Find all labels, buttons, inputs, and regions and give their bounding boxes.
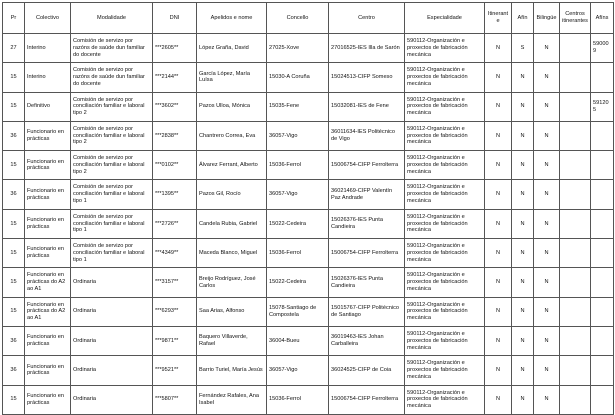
cell-bilingue: N bbox=[534, 326, 560, 355]
cell-concello: 15036-Ferrol bbox=[267, 385, 329, 414]
cell-concello: 36004-Bueu bbox=[267, 326, 329, 355]
cell-especialidade: 590112-Organización e proxectos de fabricación mecánica bbox=[405, 121, 485, 150]
cell-afin: N bbox=[512, 209, 534, 238]
column-header-centro: Centro bbox=[329, 3, 405, 34]
cell-itinerante: N bbox=[485, 209, 512, 238]
cell-especialidade: 590112-Organización e proxectos de fabricación mecánica bbox=[405, 63, 485, 92]
cell-dni: ***6293** bbox=[153, 297, 197, 326]
cell-concello: 15036-Ferrol bbox=[267, 151, 329, 180]
cell-afin: N bbox=[512, 63, 534, 92]
cell-concello: 15036-Ferrol bbox=[267, 239, 329, 268]
cell-afins bbox=[591, 63, 614, 92]
cell-colectivo: Funcionario en prácticas bbox=[25, 326, 71, 355]
cell-afins bbox=[591, 356, 614, 385]
cell-afins bbox=[591, 121, 614, 150]
table-row bbox=[3, 239, 614, 268]
cell-colectivo: Funcionario en prácticas bbox=[25, 356, 71, 385]
cell-apelidos-e-nome: Álvarez Ferrant, Alberto bbox=[197, 151, 267, 180]
cell-afin: N bbox=[512, 268, 534, 297]
cell-apelidos-e-nome: Chantrero Correa, Eva bbox=[197, 121, 267, 150]
table-row bbox=[3, 151, 614, 180]
cell-bilingue: N bbox=[534, 121, 560, 150]
cell-modalidade: Ordinaria bbox=[71, 356, 153, 385]
cell-dni: ***2726** bbox=[153, 209, 197, 238]
cell-colectivo: Funcionario en prácticas bbox=[25, 180, 71, 209]
cell-especialidade: 590112-Organización e proxectos de fabricación mecánica bbox=[405, 34, 485, 63]
cell-modalidade: Ordinaria bbox=[71, 385, 153, 414]
table-row bbox=[3, 34, 614, 63]
cell-especialidade: 590112-Organización e proxectos de fabricación mecánica bbox=[405, 180, 485, 209]
cell-dni: ***1395** bbox=[153, 180, 197, 209]
table-row bbox=[3, 326, 614, 355]
column-header-modalidade: Modalidade bbox=[71, 3, 153, 34]
cell-centros-itinerantes bbox=[560, 239, 591, 268]
cell-concello: 36057-Vigo bbox=[267, 356, 329, 385]
cell-bilingue: N bbox=[534, 385, 560, 414]
cell-centros-itinerantes bbox=[560, 180, 591, 209]
assignments-table bbox=[2, 2, 614, 415]
cell-bilingue: N bbox=[534, 239, 560, 268]
column-header-pr: Pr bbox=[3, 3, 25, 34]
cell-itinerante: N bbox=[485, 326, 512, 355]
cell-especialidade: 590112-Organización e proxectos de fabricación mecánica bbox=[405, 92, 485, 121]
cell-concello: 27025-Xove bbox=[267, 34, 329, 63]
cell-pr: 15 bbox=[3, 209, 25, 238]
cell-pr: 15 bbox=[3, 385, 25, 414]
cell-afins bbox=[591, 297, 614, 326]
cell-dni: ***4349** bbox=[153, 239, 197, 268]
cell-afin: N bbox=[512, 356, 534, 385]
cell-centros-itinerantes bbox=[560, 326, 591, 355]
cell-centros-itinerantes bbox=[560, 151, 591, 180]
cell-centros-itinerantes bbox=[560, 268, 591, 297]
cell-itinerante: N bbox=[485, 239, 512, 268]
cell-afin: N bbox=[512, 297, 534, 326]
cell-especialidade: 590112-Organización e proxectos de fabricación mecánica bbox=[405, 239, 485, 268]
cell-afin: N bbox=[512, 121, 534, 150]
cell-colectivo: Funcionario en prácticas bbox=[25, 151, 71, 180]
column-header-bilingue: Bilingüe bbox=[534, 3, 560, 34]
cell-centro: 15024513-CIFP Someso bbox=[329, 63, 405, 92]
cell-concello: 36057-Vigo bbox=[267, 121, 329, 150]
cell-dni: ***2838** bbox=[153, 121, 197, 150]
column-header-especialidade: Especialidade bbox=[405, 3, 485, 34]
cell-dni: ***9521** bbox=[153, 356, 197, 385]
cell-modalidade: Comisión de servizo por conciliación familiar e laboral tipo 2 bbox=[71, 121, 153, 150]
table-row bbox=[3, 63, 614, 92]
column-header-concello: Concello bbox=[267, 3, 329, 34]
cell-afin: S bbox=[512, 34, 534, 63]
cell-pr: 36 bbox=[3, 180, 25, 209]
table-header bbox=[3, 3, 614, 34]
assignments-sheet bbox=[2, 2, 614, 415]
cell-apelidos-e-nome: Maceda Blanco, Miguel bbox=[197, 239, 267, 268]
cell-concello: 15078-Santiago de Compostela bbox=[267, 297, 329, 326]
column-header-afin: Afín bbox=[512, 3, 534, 34]
cell-modalidade: Comisión de servizo por conciliación familiar e laboral tipo 1 bbox=[71, 239, 153, 268]
cell-afin: N bbox=[512, 326, 534, 355]
cell-especialidade: 590112-Organización e proxectos de fabricación mecánica bbox=[405, 385, 485, 414]
cell-afins bbox=[591, 180, 614, 209]
cell-centros-itinerantes bbox=[560, 34, 591, 63]
cell-apelidos-e-nome: Breijo Rodríguez, José Carlos bbox=[197, 268, 267, 297]
cell-concello: 36057-Vigo bbox=[267, 180, 329, 209]
cell-dni: ***3157** bbox=[153, 268, 197, 297]
cell-centros-itinerantes bbox=[560, 209, 591, 238]
cell-pr: 15 bbox=[3, 268, 25, 297]
cell-itinerante: N bbox=[485, 268, 512, 297]
cell-concello: 15022-Cedeira bbox=[267, 268, 329, 297]
cell-apelidos-e-nome: Candela Rubia, Gabriel bbox=[197, 209, 267, 238]
cell-centros-itinerantes bbox=[560, 63, 591, 92]
cell-itinerante: N bbox=[485, 63, 512, 92]
cell-bilingue: N bbox=[534, 209, 560, 238]
table-row bbox=[3, 297, 614, 326]
column-header-itinerante: Itinerante bbox=[485, 3, 512, 34]
cell-colectivo: Definitivo bbox=[25, 92, 71, 121]
cell-pr: 15 bbox=[3, 151, 25, 180]
cell-bilingue: N bbox=[534, 63, 560, 92]
cell-dni: ***0102** bbox=[153, 151, 197, 180]
cell-itinerante: N bbox=[485, 92, 512, 121]
cell-centro: 36019463-IES Johan Carballeira bbox=[329, 326, 405, 355]
cell-afins bbox=[591, 209, 614, 238]
cell-centros-itinerantes bbox=[560, 297, 591, 326]
cell-especialidade: 590112-Organización e proxectos de fabricación mecánica bbox=[405, 151, 485, 180]
cell-modalidade: Comisión de servizo por conciliación familiar e laboral tipo 1 bbox=[71, 180, 153, 209]
cell-apelidos-e-nome: Pazos Gil, Rocío bbox=[197, 180, 267, 209]
cell-itinerante: N bbox=[485, 34, 512, 63]
cell-especialidade: 590112-Organización e proxectos de fabricación mecánica bbox=[405, 356, 485, 385]
cell-itinerante: N bbox=[485, 151, 512, 180]
column-header-colectivo: Colectivo bbox=[25, 3, 71, 34]
cell-concello: 15030-A Coruña bbox=[267, 63, 329, 92]
cell-modalidade: Comisión de servizo por conciliación familiar e laboral tipo 2 bbox=[71, 92, 153, 121]
cell-afins: 591205 bbox=[591, 92, 614, 121]
table-row bbox=[3, 92, 614, 121]
cell-centro: 27016525-IES Illa de Sarón bbox=[329, 34, 405, 63]
cell-itinerante: N bbox=[485, 121, 512, 150]
cell-afins: 590009 bbox=[591, 34, 614, 63]
cell-dni: ***3602** bbox=[153, 92, 197, 121]
cell-afin: N bbox=[512, 151, 534, 180]
table-row bbox=[3, 356, 614, 385]
cell-modalidade: Ordinaria bbox=[71, 326, 153, 355]
cell-afins bbox=[591, 268, 614, 297]
cell-modalidade: Comisión de servizo por conciliación familiar e laboral tipo 2 bbox=[71, 151, 153, 180]
cell-colectivo: Funcionario en prácticas bbox=[25, 209, 71, 238]
cell-apelidos-e-nome: Baquero Villaverde, Rafael bbox=[197, 326, 267, 355]
cell-concello: 15022-Cedeira bbox=[267, 209, 329, 238]
cell-concello: 15035-Fene bbox=[267, 92, 329, 121]
cell-apelidos-e-nome: Saa Arias, Alfonso bbox=[197, 297, 267, 326]
cell-dni: ***9871** bbox=[153, 326, 197, 355]
cell-apelidos-e-nome: Pazos Ulloa, Mónica bbox=[197, 92, 267, 121]
cell-especialidade: 590112-Organización e proxectos de fabricación mecánica bbox=[405, 209, 485, 238]
cell-dni: ***5807** bbox=[153, 385, 197, 414]
table-row bbox=[3, 209, 614, 238]
cell-apelidos-e-nome: López Graña, David bbox=[197, 34, 267, 63]
cell-bilingue: N bbox=[534, 180, 560, 209]
cell-modalidade: Comisión de servizo por razóns de saúde dun familiar do docente bbox=[71, 34, 153, 63]
cell-centro: 15006754-CIFP Ferrolterra bbox=[329, 385, 405, 414]
table-row bbox=[3, 121, 614, 150]
table-row bbox=[3, 268, 614, 297]
cell-centro: 15026376-IES Punta Candieira bbox=[329, 209, 405, 238]
cell-dni: ***2605** bbox=[153, 34, 197, 63]
cell-itinerante: N bbox=[485, 180, 512, 209]
cell-centro: 15006754-CIFP Ferrolterra bbox=[329, 151, 405, 180]
cell-bilingue: N bbox=[534, 34, 560, 63]
cell-afin: N bbox=[512, 239, 534, 268]
cell-centro: 15015767-CIFP Politécnico de Santiago bbox=[329, 297, 405, 326]
cell-bilingue: N bbox=[534, 297, 560, 326]
cell-afin: N bbox=[512, 385, 534, 414]
cell-colectivo: Funcionario en prácticas do A2 ao A1 bbox=[25, 297, 71, 326]
cell-colectivo: Funcionario en prácticas bbox=[25, 121, 71, 150]
cell-bilingue: N bbox=[534, 356, 560, 385]
cell-dni: ***2144** bbox=[153, 63, 197, 92]
cell-especialidade: 590112-Organización e proxectos de fabricación mecánica bbox=[405, 326, 485, 355]
header-row bbox=[3, 3, 614, 34]
cell-modalidade: Comisión de servizo por razóns de saúde dun familiar do docente bbox=[71, 63, 153, 92]
cell-colectivo: Funcionario en prácticas do A2 ao A1 bbox=[25, 268, 71, 297]
cell-especialidade: 590112-Organización e proxectos de fabricación mecánica bbox=[405, 268, 485, 297]
cell-itinerante: N bbox=[485, 385, 512, 414]
cell-itinerante: N bbox=[485, 297, 512, 326]
cell-colectivo: Interino bbox=[25, 63, 71, 92]
cell-centro: 15006754-CIFP Ferrolterra bbox=[329, 239, 405, 268]
cell-afins bbox=[591, 326, 614, 355]
cell-afins bbox=[591, 239, 614, 268]
cell-centros-itinerantes bbox=[560, 92, 591, 121]
column-header-dni: DNI bbox=[153, 3, 197, 34]
cell-apelidos-e-nome: García López, María Luísa bbox=[197, 63, 267, 92]
cell-afin: N bbox=[512, 180, 534, 209]
table-body bbox=[3, 34, 614, 415]
cell-centro: 15026376-IES Punta Candieira bbox=[329, 268, 405, 297]
cell-pr: 15 bbox=[3, 297, 25, 326]
cell-centros-itinerantes bbox=[560, 121, 591, 150]
cell-pr: 36 bbox=[3, 121, 25, 150]
cell-afin: N bbox=[512, 92, 534, 121]
cell-centro: 36011634-IES Politécnico de Vigo bbox=[329, 121, 405, 150]
cell-especialidade: 590112-Organización e proxectos de fabricación mecánica bbox=[405, 297, 485, 326]
cell-modalidade: Ordinaria bbox=[71, 268, 153, 297]
cell-colectivo: Funcionario en prácticas bbox=[25, 385, 71, 414]
cell-afins bbox=[591, 151, 614, 180]
cell-colectivo: Interino bbox=[25, 34, 71, 63]
table-row bbox=[3, 180, 614, 209]
column-header-centros-itinerantes: Centros itinerantes bbox=[560, 3, 591, 34]
cell-pr: 15 bbox=[3, 92, 25, 121]
cell-pr: 15 bbox=[3, 63, 25, 92]
cell-modalidade: Comisión de servizo por conciliación familiar e laboral tipo 1 bbox=[71, 209, 153, 238]
cell-bilingue: N bbox=[534, 268, 560, 297]
cell-itinerante: N bbox=[485, 356, 512, 385]
column-header-apelidos-e-nome: Apelidos e nome bbox=[197, 3, 267, 34]
cell-centro: 36024525-CIFP de Coia bbox=[329, 356, 405, 385]
cell-pr: 36 bbox=[3, 356, 25, 385]
cell-centro: 36021469-CIFP Valentín Paz Andrade bbox=[329, 180, 405, 209]
cell-colectivo: Funcionario en prácticas bbox=[25, 239, 71, 268]
cell-apelidos-e-nome: Barrio Turiel, María Jesús bbox=[197, 356, 267, 385]
cell-centro: 15032081-IES de Fene bbox=[329, 92, 405, 121]
column-header-afins: Afíns bbox=[591, 3, 614, 34]
cell-centros-itinerantes bbox=[560, 356, 591, 385]
cell-pr: 15 bbox=[3, 239, 25, 268]
cell-modalidade: Ordinaria bbox=[71, 297, 153, 326]
cell-pr: 27 bbox=[3, 34, 25, 63]
cell-bilingue: N bbox=[534, 151, 560, 180]
cell-bilingue: N bbox=[534, 92, 560, 121]
cell-apelidos-e-nome: Fernández Rafales, Ana Isabel bbox=[197, 385, 267, 414]
cell-pr: 36 bbox=[3, 326, 25, 355]
